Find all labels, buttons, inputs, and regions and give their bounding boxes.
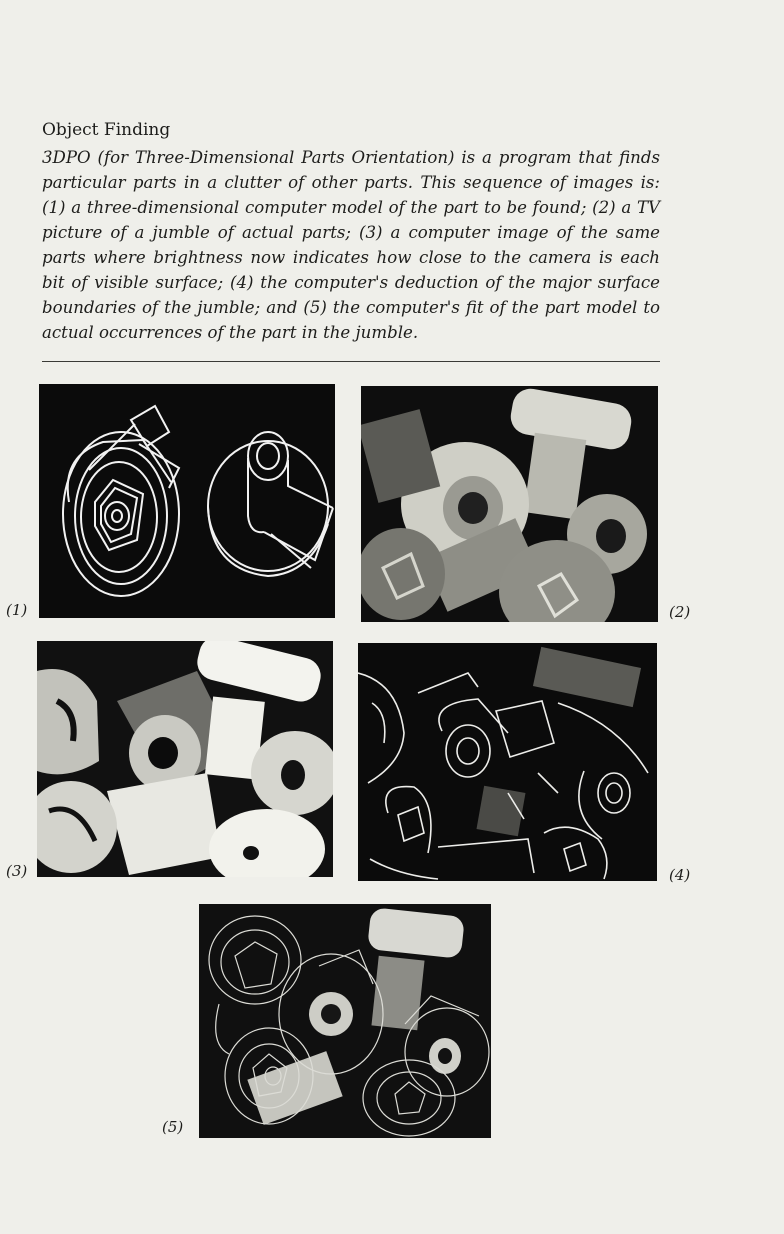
figure-2-label: (2) <box>669 603 691 621</box>
figure-4-label: (4) <box>669 866 691 884</box>
figure-caption <box>42 118 660 345</box>
figure-3-drawing <box>37 641 333 877</box>
figure-5-label: (5) <box>162 1118 184 1136</box>
figure-2-drawing <box>361 386 658 622</box>
figure-3-range-image <box>37 641 333 877</box>
figure-3-label: (3) <box>6 862 28 880</box>
figure-2-tv-picture <box>361 386 658 622</box>
figure-1-label: (1) <box>6 601 28 619</box>
figure-4-surface-boundaries <box>358 643 657 881</box>
figure-1-wireframe-model <box>39 384 335 618</box>
caption-title: Object Finding <box>42 120 171 140</box>
figure-4-drawing <box>358 643 657 881</box>
figure-5-drawing <box>199 904 491 1138</box>
figure-5-model-fit <box>199 904 491 1138</box>
figure-1-drawing <box>39 384 335 618</box>
caption-body: 3DPO (for Three-Dimensional Parts Orientation) is a program that finds particular parts in a clutter of other parts. This sequence of images is: (1) a three-dimensional computer model of the part to be found; (2) a TV picture of a jumble of actual parts; (3) a computer image of the same parts where brightness now indicates how close to the camera is each bit of visible surface; (4) the computer's deduction of the major surface boundaries of the jumble; and (5) the computer's fit of the part model to actual occurrences of the part in the jumble. <box>42 148 660 342</box>
caption-rule <box>42 361 660 362</box>
